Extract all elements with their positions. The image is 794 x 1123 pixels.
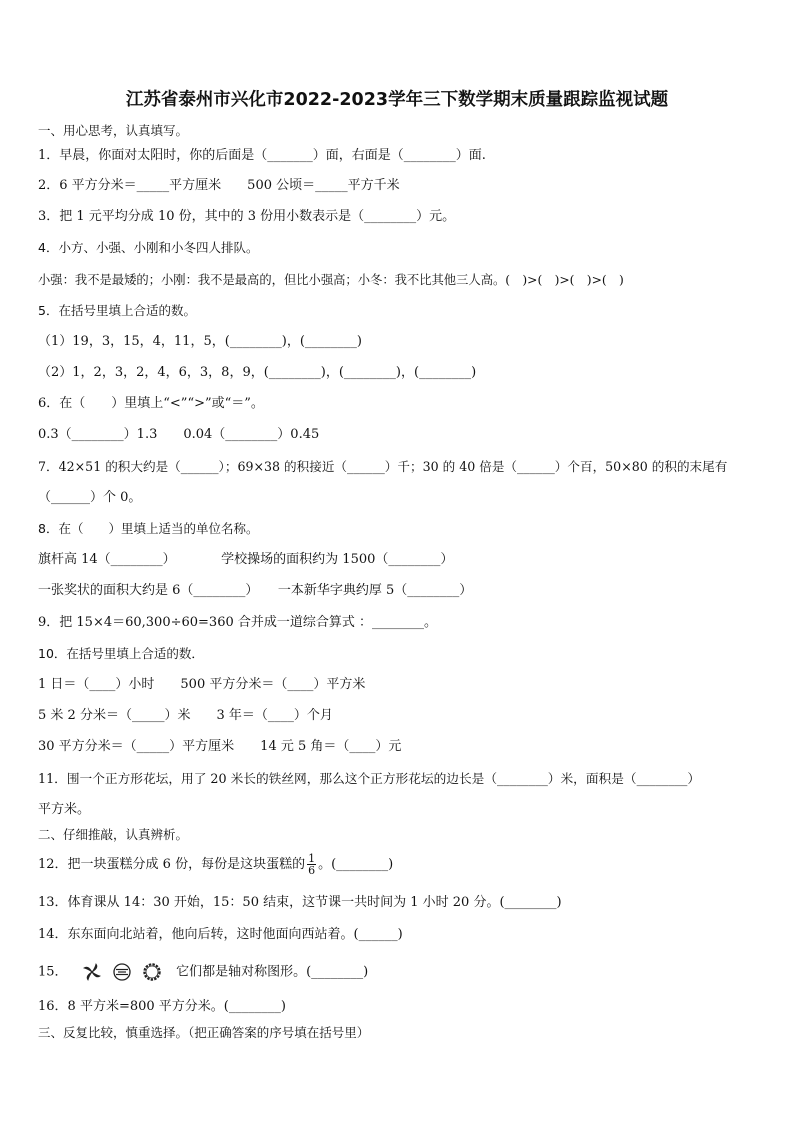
question-8-row-2: 一张奖状的面积大约是 6（________） 一本新华字典约厚 5（________）	[38, 583, 473, 598]
page-title: 江苏省泰州市兴化市2022-2023学年三下数学期末质量跟踪监视试题	[125, 90, 669, 110]
question-15	[38, 962, 368, 982]
fraction-numerator: 1	[308, 852, 316, 865]
question-5-part-2: （2）1，2，3，2，4，6，3，8，9，(________)，(________)，(________)	[38, 365, 477, 380]
question-1: 1．早晨，你面对太阳时，你的后面是（_______）面，右面是（________）面.	[38, 148, 486, 163]
question-15-label: 15．	[38, 964, 68, 980]
question-4-statements: 小强：我不是最矮的；小刚：我不是最高的，但比小强高；小冬：我不比其他三人高。( )>( )>( )>( )	[38, 273, 624, 287]
pinwheel-icon	[82, 962, 102, 982]
fraction-denominator: 6	[308, 864, 316, 877]
question-3: 3．把 1 元平均分成 10 份，其中的 3 份用小数表示是（________）元。	[38, 209, 456, 224]
circle-with-lines-icon	[112, 962, 132, 982]
question-12	[38, 853, 393, 876]
question-4: 4．小方、小强、小刚和小冬四人排队。	[38, 240, 259, 255]
question-11-continued: 平方米。	[38, 802, 91, 817]
question-2: 2．6 平方分米＝_____平方厘米 500 公顷＝_____平方千米	[38, 178, 400, 193]
fraction-one-sixth	[307, 853, 316, 876]
section-1-heading: 一、用心思考，认真填写。	[38, 123, 189, 138]
question-10: 10．在括号里填上合适的数．	[38, 646, 204, 661]
question-16: 16．8 平方米=800 平方分米。(________)	[38, 999, 286, 1014]
question-14: 14．东东面向北站着，他向后转，这时他面向西站着。(______)	[38, 927, 403, 942]
question-15-text: 它们都是轴对称图形。(________)	[176, 964, 369, 980]
question-10-row-3: 30 平方分米＝（_____）平方厘米 14 元 5 角＝（____）元	[38, 739, 402, 754]
question-8-row-1: 旗杆高 14（________） 学校操场的面积约为 1500（________）	[38, 552, 454, 567]
question-7-continued: （______）个 0。	[38, 490, 142, 505]
question-6: 6．在（ ）里填上“<”“>”或“＝”。	[38, 396, 264, 411]
question-9: 9．把 15×4＝60,300÷60=360 合并成一道综合算式 ：________。	[38, 615, 438, 630]
question-6-items: 0.3（________）1.3 0.04（________）0.45	[38, 427, 320, 442]
question-11: 11．围一个正方形花坛，用了 20 米长的铁丝网，那么这个正方形花坛的边长是（________）米，面积是（________）	[38, 771, 701, 786]
scalloped-circle-icon	[142, 962, 162, 982]
question-5-part-1: （1）19，3，15，4，11，5，(________)，(________)	[38, 334, 362, 349]
question-15-figures	[82, 962, 168, 982]
question-5: 5．在括号里填上合适的数。	[38, 303, 196, 318]
question-8: 8．在（ ）里填上适当的单位名称。	[38, 521, 259, 536]
section-2-heading: 二、仔细推敲，认真辨析。	[38, 827, 189, 842]
question-12-answer: 。(________)	[318, 857, 394, 872]
section-3-heading: 三、反复比较，慎重选择。（把正确答案的序号填在括号里）	[38, 1025, 370, 1040]
question-12-text: 12．把一块蛋糕分成 6 份，每份是这块蛋糕的	[38, 857, 306, 872]
question-7: 7．42×51 的积大约是（______）；69×38 的积接近（______）千；30 的 40 倍是（______）个百，50×80 的积的末尾有	[38, 459, 728, 474]
question-13: 13．体育课从 14：30 开始，15：50 结束，这节课一共时间为 1 小时 20 分。(________)	[38, 895, 562, 910]
question-10-row-1: 1 日＝（____）小时 500 平方分米＝（____）平方米	[38, 677, 366, 692]
question-10-row-2: 5 米 2 分米＝（_____）米 3 年＝（____）个月	[38, 708, 333, 723]
